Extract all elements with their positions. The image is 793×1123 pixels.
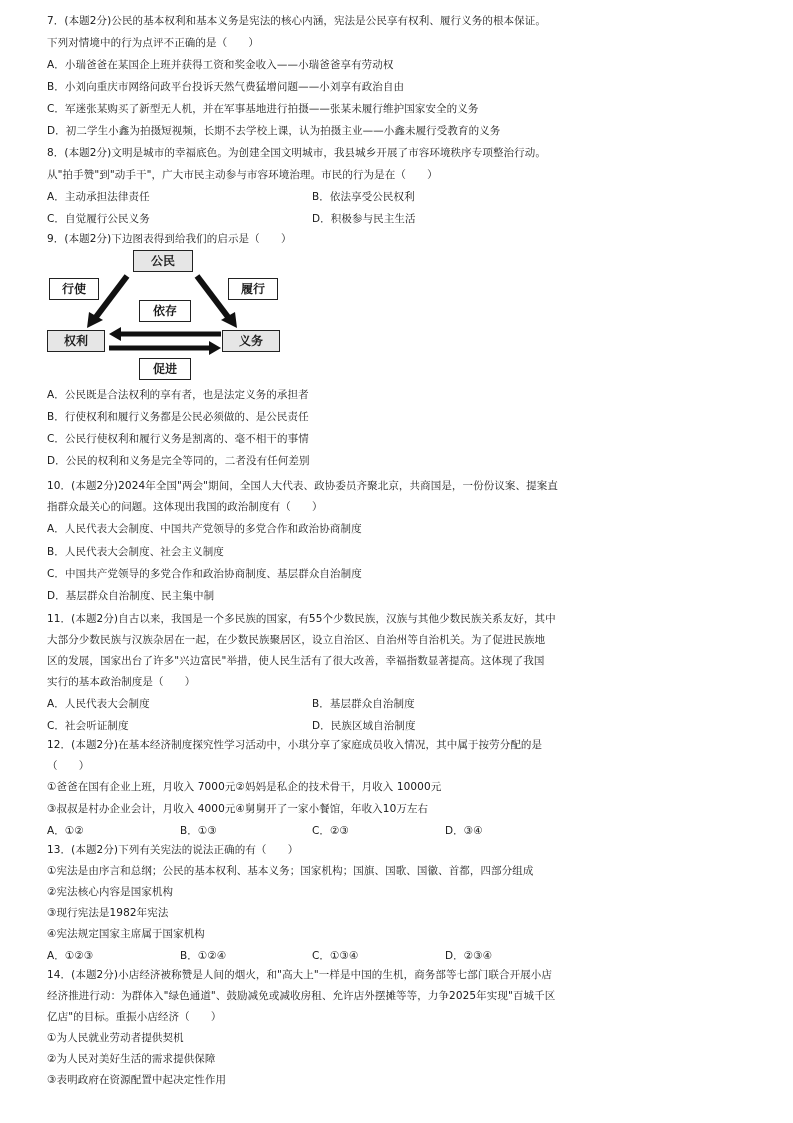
diagram-depend-label: 依存 (139, 300, 191, 322)
q12-item-line2: ③叔叔是村办企业会计，月收入 4000元④舅舅开了一家小餐馆，年收入10万左右 (47, 803, 429, 815)
q12-option-a: A．①② (47, 825, 84, 837)
q10-option-a: A．人民代表大会制度、中国共产党领导的多党合作和政治协商制度 (47, 523, 362, 535)
q14-stem-line2: 经济推进行动：为群体入"绿色通道"、鼓励减免或减收房租、允许店外摆摊等等，力争2025年实现"百城千区 (47, 990, 556, 1002)
diagram-exercise-label: 行使 (49, 278, 99, 300)
q9-option-d: D．公民的权利和义务是完全等同的，二者没有任何差别 (47, 455, 310, 467)
diagram-citizen-box: 公民 (133, 250, 193, 272)
q13-item-1: ①宪法是由序言和总纲；公民的基本权利、基本义务；国家机构；国旗、国歌、国徽、首都，四部分组成 (47, 865, 534, 877)
q12-stem-line2: （ ） (47, 760, 90, 772)
rights-duties-diagram (45, 248, 290, 380)
q12-option-d: D．③④ (445, 825, 483, 837)
q14-item-2: ②为人民对美好生活的需求提供保障 (47, 1053, 216, 1065)
q13-stem: 13．(本题2分)下列有关宪法的说法正确的有（ ） (47, 844, 299, 856)
q12-option-c: C．②③ (312, 825, 350, 837)
q13-option-c: C．①③④ (312, 950, 359, 962)
q14-stem-line1: 14．(本题2分)小店经济被称赞是人间的烟火，和"高大上"一样是中国的生机，商务部等七部门联合开展小店 (47, 969, 552, 981)
q11-option-c: C．社会听证制度 (47, 720, 129, 732)
q8-option-c: C．自觉履行公民义务 (47, 213, 150, 225)
q14-item-1: ①为人民就业劳动者提供契机 (47, 1032, 184, 1044)
q10-option-c: C．中国共产党领导的多党合作和政治协商制度、基层群众自治制度 (47, 568, 362, 580)
q7-option-d: D．初二学生小鑫为拍摄短视频，长期不去学校上课，认为拍摄主业——小鑫未履行受教育的义务 (47, 125, 501, 137)
q13-option-b: B．①②④ (180, 950, 227, 962)
q11-option-a: A．人民代表大会制度 (47, 698, 150, 710)
q13-option-d: D．②③④ (445, 950, 493, 962)
q14-stem-line3: 亿店"的目标。重振小店经济（ ） (47, 1011, 222, 1023)
q11-stem-line4: 实行的基本政治制度是（ ） (47, 676, 196, 688)
diagram-rights-box: 权利 (47, 330, 105, 352)
diagram-perform-label: 履行 (228, 278, 278, 300)
q7-option-b: B．小刘向重庆市网络问政平台投诉天然气费猛增问题——小刘享有政治自由 (47, 81, 405, 93)
q12-item-line1: ①爸爸在国有企业上班，月收入 7000元②妈妈是私企的技术骨干，月收入 10000元 (47, 781, 442, 793)
q11-option-b: B．基层群众自治制度 (312, 698, 415, 710)
q13-option-a: A．①②③ (47, 950, 94, 962)
q8-stem-line1: 8．(本题2分)文明是城市的幸福底色。为创建全国文明城市，我县城乡开展了市容环境秩序专项整治行动。 (47, 147, 546, 159)
q10-stem-line2: 指群众最关心的问题。这体现出我国的政治制度有（ ） (47, 501, 323, 513)
q10-option-b: B．人民代表大会制度、社会主义制度 (47, 546, 224, 558)
q7-stem-line2: 下列对情境中的行为点评不正确的是（ ） (47, 37, 259, 49)
q7-option-a: A．小瑞爸爸在某国企上班并获得工资和奖金收入——小瑞爸爸享有劳动权 (47, 59, 394, 71)
q8-option-a: A．主动承担法律责任 (47, 191, 150, 203)
q12-stem-line1: 12．(本题2分)在基本经济制度探究性学习活动中，小琪分享了家庭成员收入情况，其中属于按劳分配的是 (47, 739, 543, 751)
q13-item-2: ②宪法核心内容是国家机构 (47, 886, 174, 898)
arrow-citizen-to-duties (197, 276, 231, 321)
q9-option-a: A．公民既是合法权利的享有者，也是法定义务的承担者 (47, 389, 309, 401)
q13-item-3: ③现行宪法是1982年宪法 (47, 907, 169, 919)
q7-stem-line1: 7．(本题2分)公民的基本权利和基本义务是宪法的核心内涵，宪法是公民享有权利、履行义务的根本保证。 (47, 15, 546, 27)
q11-option-d: D．民族区域自治制度 (312, 720, 416, 732)
q9-stem: 9．(本题2分)下边图表得到给我们的启示是（ ） (47, 233, 292, 245)
diagram-promote-label: 促进 (139, 358, 191, 380)
q7-option-c: C．军迷张某购买了新型无人机，并在军事基地进行拍摄——张某未履行维护国家安全的义务 (47, 103, 479, 115)
q9-option-b: B．行使权利和履行义务都是公民必须做的、是公民责任 (47, 411, 309, 423)
q8-option-d: D．积极参与民主生活 (312, 213, 416, 225)
q10-stem-line1: 10．(本题2分)2024年全国"两会"期间，全国人大代表、政协委员齐聚北京，共商国是，一份份议案、提案直 (47, 480, 558, 492)
q11-stem-line3: 区的发展，国家出台了许多"兴边富民"举措，使人民生活有了很大改善，幸福指数显著提高。这体现了我国 (47, 655, 545, 667)
q10-option-d: D．基层群众自治制度、民主集中制 (47, 590, 215, 602)
q12-option-b: B．①③ (180, 825, 217, 837)
q9-option-c: C．公民行使权利和履行义务是割离的、毫不相干的事情 (47, 433, 309, 445)
q8-stem-line2: 从"拍手赞"到"动手干"，广大市民主动参与市容环境治理。市民的行为是在（ ） (47, 169, 438, 181)
q8-option-b: B．依法享受公民权利 (312, 191, 415, 203)
q13-item-4: ④宪法规定国家主席属于国家机构 (47, 928, 205, 940)
diagram-duties-box: 义务 (222, 330, 280, 352)
q11-stem-line1: 11．(本题2分)自古以来，我国是一个多民族的国家，有55个少数民族，汉族与其他少数民族关系友好，其中 (47, 613, 556, 625)
q14-item-3: ③表明政府在资源配置中起决定性作用 (47, 1074, 227, 1086)
q11-stem-line2: 大部分少数民族与汉族杂居在一起，在少数民族聚居区，设立自治区、自治州等自治机关。为了促进民族地 (47, 634, 546, 646)
